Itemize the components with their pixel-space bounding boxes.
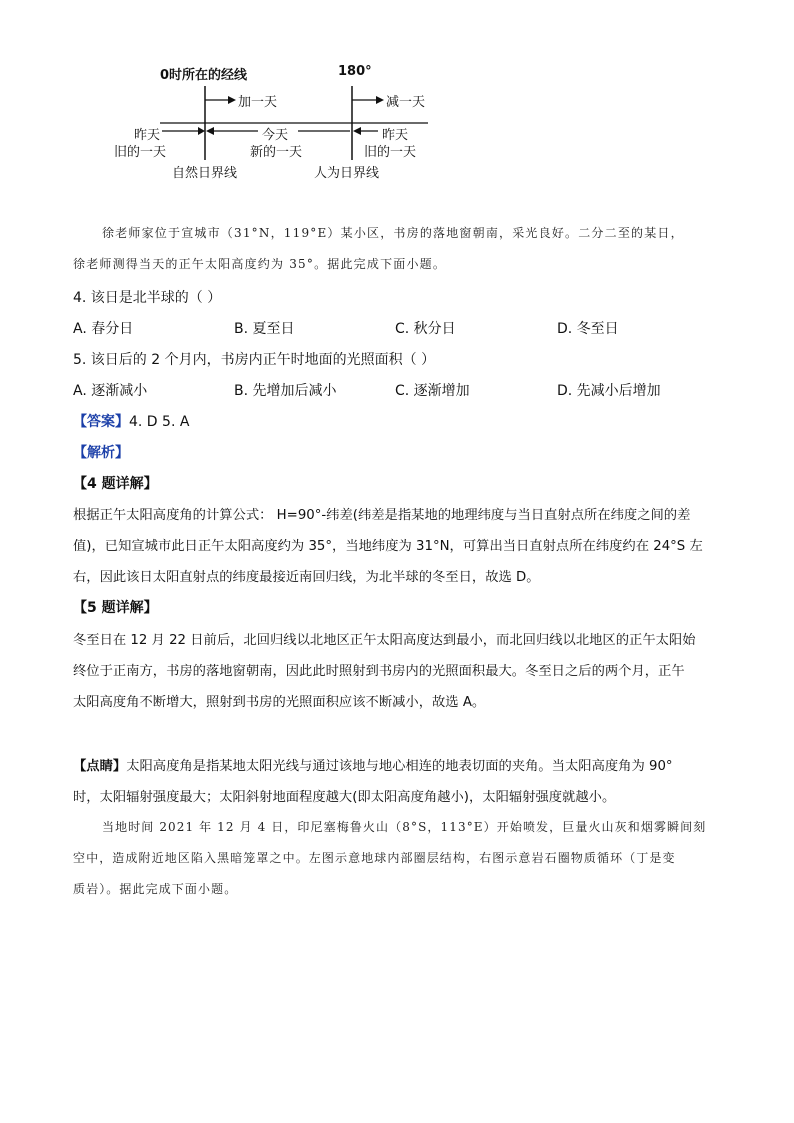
- tip-line-1: [73, 755, 673, 774]
- diagram-label-left-old-day: 旧的一天: [114, 145, 167, 160]
- volcano-line-1: 当地时间 2021 年 12 月 4 日，印尼塞梅鲁火山（8°S，113°E）开始喷发，巨量火山灰和烟雾瞬间刻: [102, 820, 707, 834]
- diagram-label-right-old-day: 旧的一天: [364, 145, 417, 160]
- volcano-line-2: 空中，造成附近地区陷入黑暗笼罩之中。左图示意地球内部圈层结构，右图示意岩石圈物质循环（丁是变: [73, 851, 676, 865]
- question-4-option-a: A. 春分日: [73, 321, 134, 337]
- question-4-detail-label: 【4 题详解】: [73, 476, 158, 492]
- question-5-option-c: C. 逐渐增加: [395, 383, 470, 399]
- question-5-option-b: B. 先增加后减小: [234, 383, 337, 399]
- question-5-detail-line-3: 太阳高度角不断增大，照射到书房的光照面积应该不断减小，故选 A。: [73, 695, 486, 710]
- question-5-detail-line-1: 冬至日在 12 月 22 日前后，北回归线以北地区正午太阳高度达到最小，而北回归线以北地区的正午太阳始: [73, 633, 696, 648]
- diagram-label-today: 今天: [262, 128, 289, 143]
- diagram-label-add-day: 加一天: [238, 95, 278, 110]
- intro-line-1: 徐老师家位于宣城市（31°N，119°E）某小区，书房的落地窗朝南，采光良好。二分二至的某日，: [102, 226, 684, 240]
- diagram-label-180: 180°: [338, 64, 372, 79]
- question-5-option-a: A. 逐渐减小: [73, 383, 148, 399]
- diagram-label-midnight-meridian: 0时所在的经线: [160, 68, 248, 83]
- tip-label: 【点睛】: [73, 759, 127, 774]
- diagram-label-artificial-date-line: 人为日界线: [314, 166, 380, 181]
- question-4-detail-line-2: 值)，已知宣城市此日正午太阳高度约为 35°，当地纬度为 31°N，可算出当日直射点所在纬度约在 24°S 左: [73, 539, 703, 554]
- question-5-detail-label: 【5 题详解】: [73, 600, 158, 616]
- question-4-stem: 4. 该日是北半球的（ ）: [73, 290, 222, 306]
- question-4-detail-line-3: 右，因此该日太阳直射点的纬度最接近南回归线，为北半球的冬至日，故选 D。: [73, 570, 540, 585]
- question-5-detail-line-2: 终位于正南方，书房的落地窗朝南，因此此时照射到书房内的光照面积最大。冬至日之后的两个月，正午: [73, 664, 685, 679]
- diagram-label-right-yesterday: 昨天: [382, 128, 409, 143]
- question-4-option-b: B. 夏至日: [234, 321, 295, 337]
- analysis-label: 【解析】: [73, 445, 129, 461]
- question-4-option-d: D. 冬至日: [557, 321, 619, 337]
- question-5-stem: 5. 该日后的 2 个月内，书房内正午时地面的光照面积（ ）: [73, 352, 436, 368]
- diagram-label-left-yesterday: 昨天: [134, 128, 161, 143]
- tip-text-1: 太阳高度角是指某地太阳光线与通过该地与地心相连的地表切面的夹角。当太阳高度角为 90°: [126, 759, 673, 774]
- answer-text: 4. D 5. A: [129, 414, 190, 430]
- date-line-diagram: [110, 58, 440, 188]
- intro-line-2: 徐老师测得当天的正午太阳高度约为 35°。据此完成下面小题。: [73, 257, 447, 271]
- volcano-line-3: 质岩）。据此完成下面小题。: [73, 882, 238, 896]
- diagram-label-sub-day: 减一天: [386, 95, 426, 110]
- question-4-option-c: C. 秋分日: [395, 321, 456, 337]
- diagram-label-natural-date-line: 自然日界线: [172, 166, 238, 181]
- tip-line-2: 时，太阳辐射强度最大；太阳斜射地面程度越大(即太阳高度角越小)，太阳辐射强度就越小。: [73, 790, 616, 805]
- question-5-option-d: D. 先减小后增加: [557, 383, 661, 399]
- answer-row: [73, 411, 189, 431]
- question-4-detail-line-1: 根据正午太阳高度角的计算公式： H=90°-纬差(纬差是指某地的地理纬度与当日直射点所在纬度之间的差: [73, 508, 691, 523]
- diagram-label-new-day: 新的一天: [250, 145, 303, 160]
- answer-label: 【答案】: [73, 414, 129, 430]
